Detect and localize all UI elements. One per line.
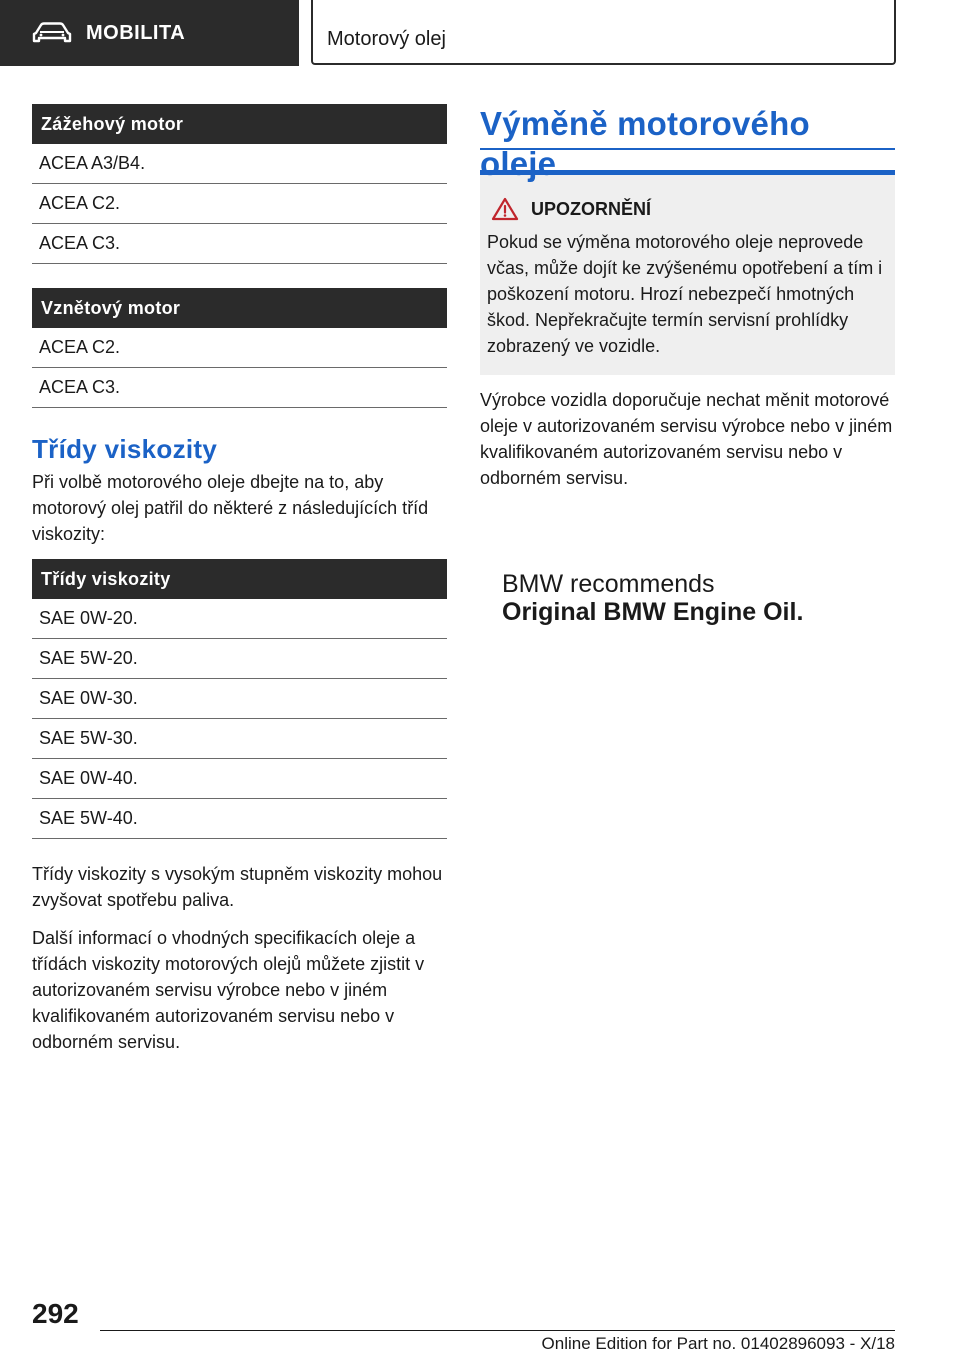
- table-row: SAE 0W-30.: [32, 679, 447, 719]
- table-heading: Zážehový motor: [32, 104, 447, 144]
- oil-change-body: Výrobce vozidla doporučuje nechat měnit motorové oleje v autorizovaném servisu výrobce nebo v jiném kvalifikovaném autorizovaném servisu nebo v odborném servisu.: [480, 390, 893, 488]
- section-name: MOBILITA: [86, 21, 186, 44]
- viscosity-section-title: Třídy viskozity: [32, 434, 218, 464]
- petrol-engine-table: [32, 104, 447, 264]
- table-row: SAE 5W-20.: [32, 639, 447, 679]
- table-heading: Vznětový motor: [32, 288, 447, 328]
- warning-box: [480, 170, 895, 375]
- left-column: [32, 104, 447, 1067]
- table-row: ACEA C2.: [32, 328, 447, 368]
- footer-edition: Online Edition for Part no. 01402896093 - X/18: [541, 1334, 895, 1353]
- warning-header: [487, 197, 887, 221]
- footer-divider: [100, 1330, 895, 1331]
- table-row: ACEA C3.: [32, 368, 447, 408]
- table-row: SAE 0W-20.: [32, 599, 447, 639]
- viscosity-note: Třídy viskozity s vysokým stupněm viskozity mohou zvyšovat spotřebu paliva.: [32, 864, 443, 910]
- topic-title: Motorový olej: [327, 28, 446, 50]
- page-number: 292: [32, 1298, 79, 1329]
- warning-heading: UPOZORNĚNÍ: [531, 198, 652, 219]
- table-row: SAE 5W-40.: [32, 799, 447, 839]
- table-row: SAE 5W-30.: [32, 719, 447, 759]
- table-row: ACEA C3.: [32, 224, 447, 264]
- topic-header: [311, 0, 896, 65]
- table-heading: Třídy viskozity: [32, 559, 447, 599]
- viscosity-intro: Při volbě motorového oleje dbejte na to, aby motorový olej patřil do některé z následujících tříd viskozity:: [32, 472, 429, 544]
- oil-change-title: Výměně motorového oleje: [480, 104, 895, 150]
- bmw-engine-oil-text: Original BMW Engine Oil.: [502, 598, 804, 626]
- car-icon: [32, 21, 72, 45]
- viscosity-table: [32, 559, 447, 839]
- table-row: SAE 0W-40.: [32, 759, 447, 799]
- bmw-recommends-text: BMW recommends: [502, 570, 715, 598]
- viscosity-more-info: Další informací o vhodných specifikacích oleje a třídách viskozity motorových olejů můžete zjistit v autorizovaném servisu výrobce nebo v jiném kvalifikovaném autorizovaném servisu nebo v odborném servisu.: [32, 928, 425, 1052]
- warning-triangle-icon: [491, 197, 519, 221]
- section-header: [0, 0, 299, 66]
- table-row: ACEA A3/B4.: [32, 144, 447, 184]
- warning-text: Pokud se výměna motorového oleje neprovede včas, může dojít ke zvýšenému opotřebení a tím i poškození motoru. Hrozí nebezpečí hmotných škod. Nepřekračujte termín servisní prohlídky zobrazený ve vozidle.: [487, 232, 883, 356]
- right-column: [480, 104, 895, 491]
- table-row: ACEA C2.: [32, 184, 447, 224]
- diesel-engine-table: [32, 288, 447, 408]
